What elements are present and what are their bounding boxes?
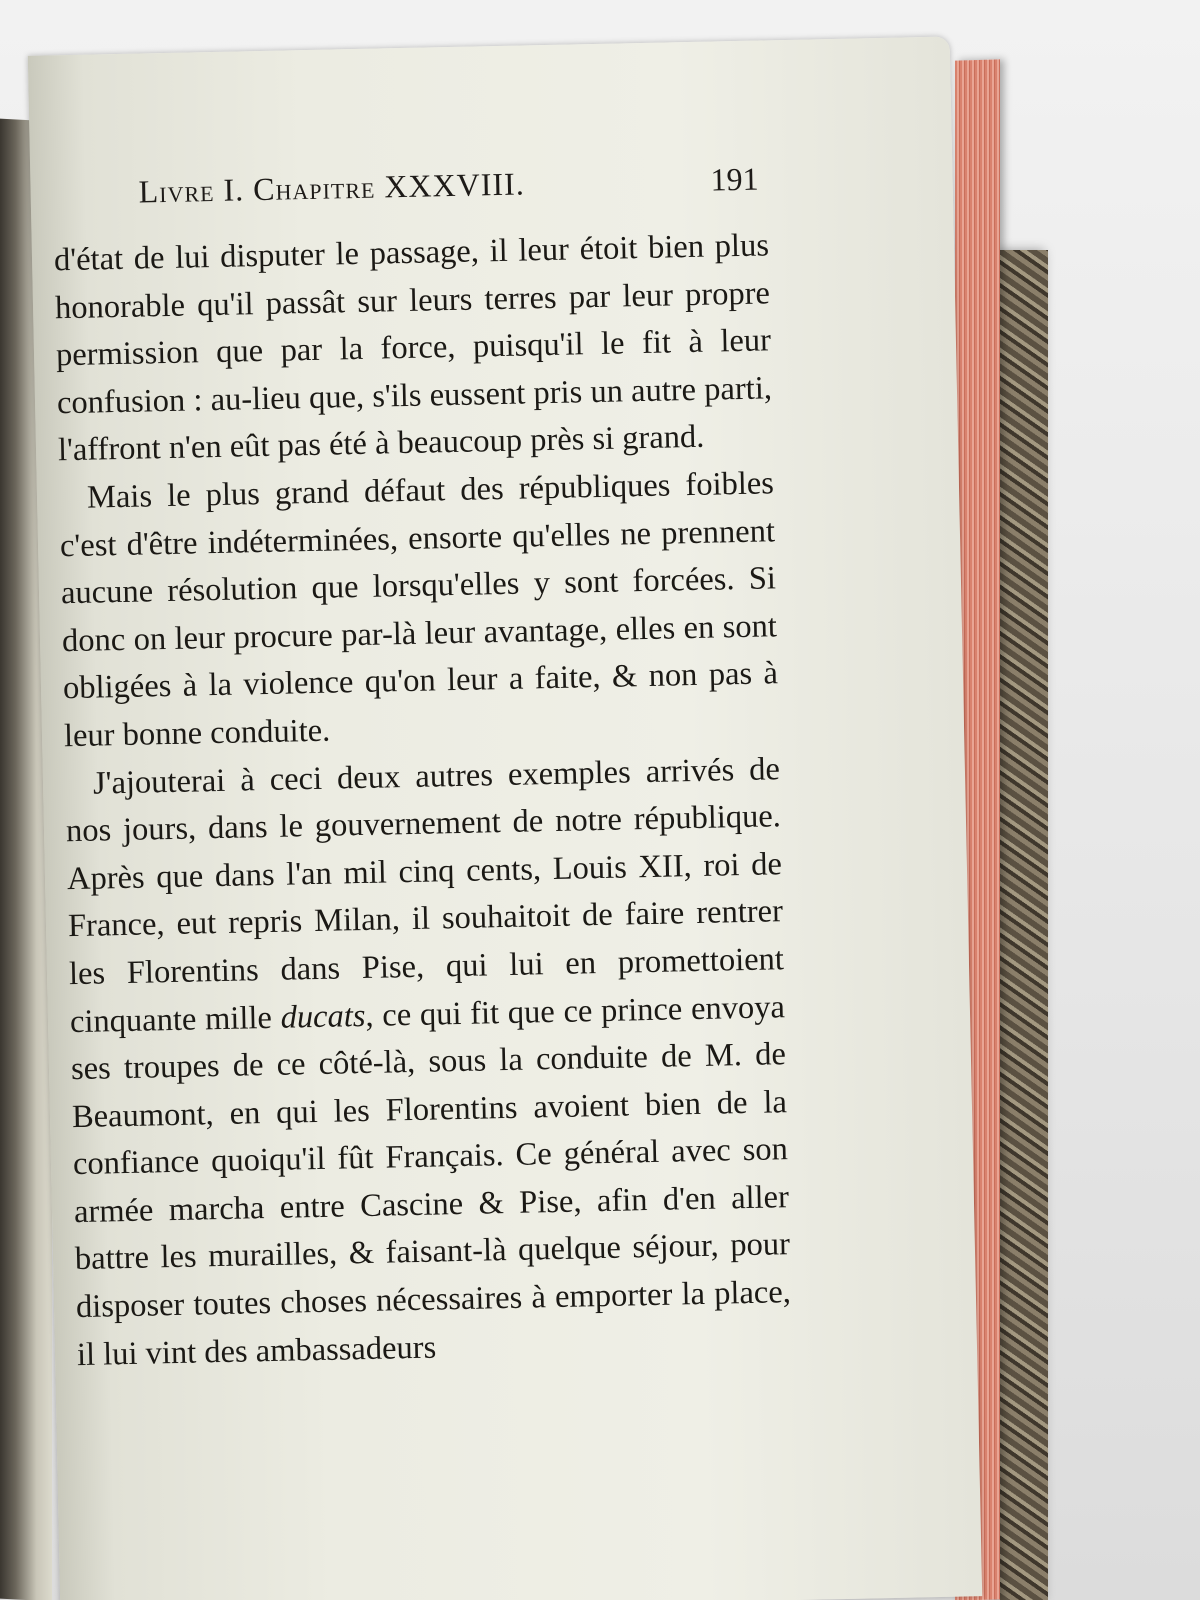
running-head: Livre I. Chapitre XXXVIII. — [138, 165, 526, 210]
paragraph-examples-end: , ce qui fit que ce prince envoya ses troupes de ce côté-là, sous la conduite de M. de Beaumont, en qui les Florentins avoient bien de la confiance quoiqu'il fût Français. Ce général avec son armée marcha entre Cascine & Pise, afin d'en aller battre les murailles, & faisant-là quelque séjour, pour disposer toutes choses nécessaires à emporter la place, il lui vint des ambassadeurs — [70, 988, 792, 1373]
adjacent-book-spine — [1000, 250, 1048, 1600]
paragraph-examples — [65, 746, 793, 1380]
body-text — [54, 222, 793, 1379]
paragraph-republics: Mais le plus grand défaut des républiques foibles c'est d'être indéterminées, ensorte qu'elles ne prennent aucune résolution que lorsqu'elles y sont forcées. Si donc on leur procure par-là leur avantage, elles en sont obligées à la violence qu'on leur a faite, & non pas à leur bonne conduite. — [59, 465, 779, 755]
paragraph-examples-start: J'ajouterai à ceci deux autres exemples arrivés de nos jours, dans le gouvernement de notre république. Après que dans l'an mil cinq cents, Louis XII, roi de France, eut repris Milan, il souhaitoit de faire rentrer les Florentins dans Pise, qui lui en promettoient cinquante mille — [65, 750, 785, 1040]
paragraph-continuation: d'état de lui disputer le passage, il leur étoit bien plus honorable qu'il passât sur leurs terres par leur propre permission que par la force, puisqu'il le fit à leur confusion : au-lieu que, s'ils eussent pris un autre parti, l'affront n'en eût pas été à beaucoup près si grand. — [53, 227, 773, 469]
italic-word-ducats: ducats — [280, 997, 366, 1036]
page-number: 191 — [710, 160, 759, 198]
book-page — [28, 37, 982, 1600]
page-header — [138, 161, 759, 224]
